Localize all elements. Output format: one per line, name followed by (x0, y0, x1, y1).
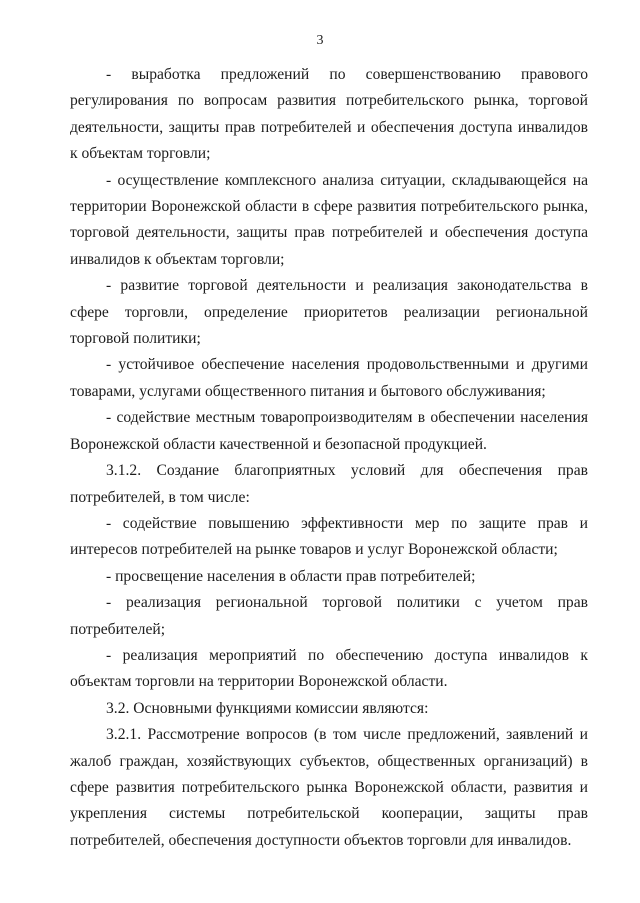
paragraph-section-3-2: 3.2. Основными функциями комиссии являются: (106, 699, 429, 717)
document-body (70, 62, 588, 854)
paragraph-bullet-regional-policy: - реализация региональной торговой политики с учетом прав потребителей; (70, 594, 588, 638)
paragraph-bullet-supply: - устойчивое обеспечение населения продовольственными и другими товарами, услугами общественного питания и бытового обслуживания; (70, 356, 588, 400)
paragraph-bullet-education: - просвещение населения в области прав потребителей; (106, 567, 476, 585)
paragraph-bullet-proposals: - выработка предложений по совершенствованию правового регулирования по вопросам развития потребительского рынка, торговой деятельности, защиты прав потребителей и обеспечения доступа инвалидов к объектам торговли; (70, 66, 588, 163)
paragraph-bullet-efficiency: - содействие повышению эффективности мер по защите прав и интересов потребителей на рынке товаров и услуг Воронежской области; (70, 514, 588, 559)
paragraph-section-3-2-1: 3.2.1. Рассмотрение вопросов (в том числе предложений, заявлений и жалоб граждан, хозяйствующих субъектов, общественных организаций) в сфере развития потребительского рынка Воронежской области, развития и укрепления системы потребительской кооперации, защиты прав потребителей, обеспечения доступности объектов торговли для инвалидов. (70, 726, 588, 849)
paragraph-section-3-1-2: 3.1.2. Создание благоприятных условий для обеспечения прав потребителей, в том числе: (70, 462, 588, 506)
page-number: 3 (316, 33, 324, 48)
paragraph-bullet-local-producers: - содействие местным товаропроизводителям в обеспечении населения Воронежской области качественной и безопасной продукцией. (70, 409, 588, 453)
paragraph-bullet-trade-development: - развитие торговой деятельности и реализация законодательства в сфере торговли, определение приоритетов реализации региональной торговой политики; (70, 277, 588, 348)
paragraph-bullet-accessibility: - реализация мероприятий по обеспечению доступа инвалидов к объектам торговли на территории Воронежской области. (70, 646, 588, 691)
paragraph-bullet-analysis: - осуществление комплексного анализа ситуации, складывающейся на территории Воронежской области в сфере развития потребительского рынка, торговой деятельности, защиты прав потребителей и обеспечения доступа инвалидов к объектам торговли; (70, 171, 588, 268)
